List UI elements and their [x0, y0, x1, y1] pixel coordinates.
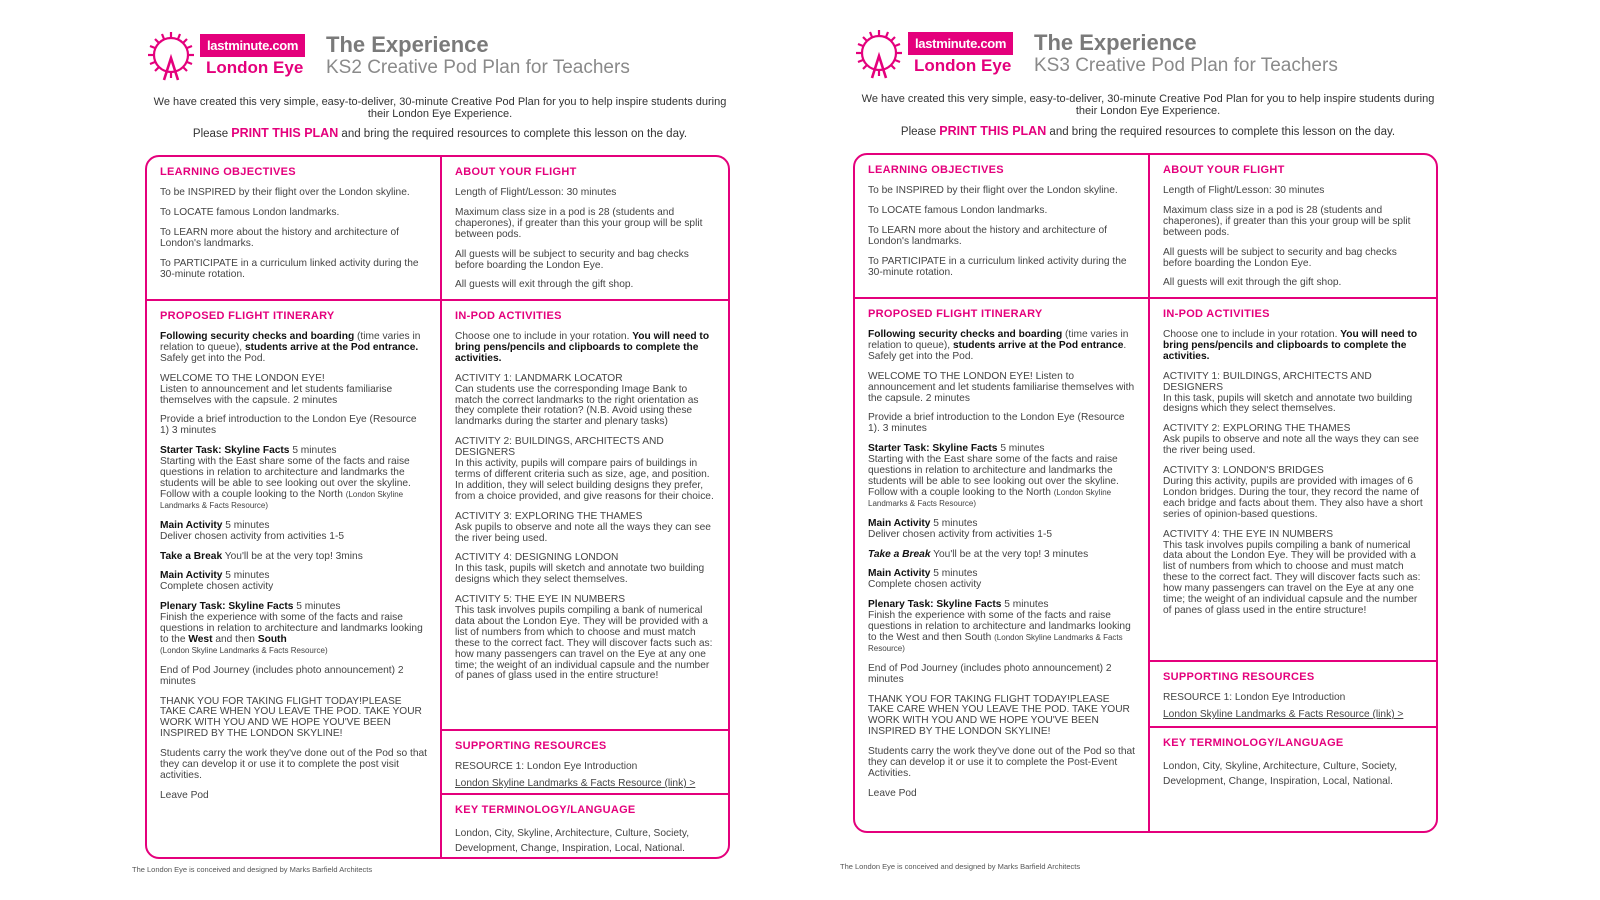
section-heading: SUPPORTING RESOURCES [455, 740, 607, 752]
break-text: You'll be at the very top! 3mins [222, 550, 363, 562]
print-notice [150, 126, 730, 140]
objective-item: To be INSPIRED by their flight over the London skyline. [160, 187, 410, 198]
flight-item: All guests will be subject to security and bag checks before boarding the London Eye. [455, 248, 689, 271]
footer-credit: The London Eye is conceived and designed by Marks Barfield Architects [840, 862, 1081, 871]
boarding-bold: Following security checks and boarding [160, 331, 355, 342]
section-heading: KEY TERMINOLOGY/LANGUAGE [455, 804, 636, 816]
itinerary-intro: Provide a brief introduction to the London Eye (Resource 1) 3 minutes [160, 414, 417, 437]
activity-title: ACTIVITY 4: DESIGNING LONDON [455, 552, 619, 564]
activity-body: Ask pupils to observe and note all the ways they can see the river being used. [1163, 434, 1419, 457]
activity-body: This task involves pupils compiling a bank of numerical data about the London Eye. They will be provided with a list of numbers from which to choose and must match these to the correct fact. They will discover facts such as: how many passengers can travel on the Eye at any one time; the weight of an individual capsule and the number of panes of glass used in the entire structure! [1163, 539, 1421, 616]
welcome-body: Listen to announcement and let students familiarise themselves with the capsule. 2 minutes [160, 383, 393, 406]
supporting-resources-section [1150, 660, 1436, 726]
plenary-body: Finish the experience with some of the facts and raise questions in relation to architecture and landmarks looking to the West and then South [868, 610, 1131, 643]
main2-time: 5 minutes [222, 570, 270, 582]
choose-bold: You will need to bring pens/pencils and clipboards to complete the activities. [455, 331, 710, 364]
ks3-plan-page [838, 0, 1458, 900]
supporting-resources-section [442, 729, 728, 793]
starter-resource: (London Skyline Landmarks & Facts Resource) [160, 489, 404, 510]
flight-item: Length of Flight/Lesson: 30 minutes [455, 187, 617, 198]
main2-title: Main Activity [160, 570, 223, 582]
activity-item [1163, 424, 1424, 457]
itinerary-leave: Leave Pod [868, 787, 917, 799]
activity-body: Can students use the corresponding Image Bank to match the correct landmarks to the right orientation as they complete their rotation? (N.B. Avoid using these landmarks during the starter and plenary tasks) [455, 383, 699, 428]
objective-item: To LEARN more about the history and architecture of London's landmarks. [160, 226, 399, 249]
plenary-time: 5 minutes [293, 601, 341, 613]
starter-time: 5 minutes [289, 445, 337, 457]
itinerary-main-2 [160, 571, 428, 593]
key-terminology-section [1150, 726, 1436, 831]
itinerary-welcome [160, 374, 428, 407]
objective-item: To be INSPIRED by their flight over the London skyline. [868, 185, 1118, 196]
intro-text: We have created this very simple, easy-to-deliver, 30-minute Creative Pod Plan for you to help inspire students during their London Eye Experience. [861, 93, 1435, 117]
break-title: Take a Break [868, 548, 931, 560]
flight-itinerary-section [147, 299, 440, 857]
section-heading: IN-POD ACTIVITIES [455, 310, 562, 322]
resource-link[interactable]: London Skyline Landmarks & Facts Resource (link) > [455, 777, 696, 789]
brand-name: London Eye [206, 58, 304, 77]
activity-item [455, 595, 716, 682]
plenary-west: West [188, 633, 213, 645]
activity-title: ACTIVITY 3: EXPLORING THE THAMES [455, 510, 643, 522]
flight-item: Maximum class size in a pod is 28 (students and chaperones), if greater than this your group will be split between pods. [1163, 204, 1411, 238]
resource-item: RESOURCE 1: London Eye Introduction [455, 761, 638, 772]
plenary-and: and then [212, 633, 258, 645]
activity-body: This task involves pupils compiling a bank of numerical data about the London Eye. They will be provided with a list of numbers from which to choose and must match these to the correct fact. They will discover facts such as: how many passengers can travel on the Eye at any one time; the weight of an individual capsule and the number of panes of glass used in the entire structure! [455, 605, 713, 682]
brand-name: London Eye [914, 56, 1012, 75]
break-title: Take a Break [160, 550, 223, 562]
plan-table [145, 155, 730, 859]
activity-title: ACTIVITY 4: THE EYE IN NUMBERS [1163, 528, 1334, 540]
choose-text: Choose one to include in your rotation. [455, 331, 633, 342]
activity-item [455, 374, 716, 429]
print-pre: Please [192, 128, 232, 140]
itinerary-break [160, 552, 428, 563]
activity-title: ACTIVITY 1: BUILDINGS, ARCHITECTS AND DESIGNERS [1163, 370, 1372, 393]
activities-intro [1163, 330, 1424, 363]
section-heading: LEARNING OBJECTIVES [868, 164, 1004, 176]
london-eye-logo[interactable] [850, 26, 1050, 84]
plan-table [853, 153, 1438, 833]
ferris-wheel-icon [850, 26, 908, 84]
activity-title: ACTIVITY 2: EXPLORING THE THAMES [1163, 423, 1351, 435]
print-highlight: PRINT THIS PLAN [939, 124, 1047, 138]
section-heading: ABOUT YOUR FLIGHT [1163, 164, 1285, 176]
resource-link[interactable]: London Skyline Landmarks & Facts Resource (link) > [1163, 708, 1404, 720]
activity-body: In this activity, pupils will compare pairs of buildings in terms of different criteria such as size, age, and position. In addition, they will select building designs they prefer, from a choice provided, and give reasons for their choice. [455, 458, 714, 502]
objective-item: To LOCATE famous London landmarks. [868, 204, 1048, 216]
main2-body: Complete chosen activity [868, 579, 982, 591]
boarding-text: (time varies in relation to queue), [868, 329, 1129, 351]
intro-text: We have created this very simple, easy-to-deliver, 30-minute Creative Pod Plan for you to help inspire students during their London Eye Experience. [153, 96, 727, 120]
page-title: The Experience [326, 32, 489, 57]
main1-time: 5 minutes [222, 519, 270, 531]
flight-item: All guests will exit through the gift shop. [455, 279, 634, 291]
right-column [442, 157, 728, 857]
activity-title: ACTIVITY 2: BUILDINGS, ARCHITECTS AND DESIGNERS [455, 436, 664, 459]
plenary-body: Finish the experience with some of the facts and raise questions in relation to architecture and landmarks looking to the [160, 612, 423, 645]
boarding-bold-2: students arrive at the Pod entrance. [244, 341, 419, 353]
section-heading: ABOUT YOUR FLIGHT [455, 166, 577, 178]
starter-title: Starter Task: Skyline Facts [868, 443, 998, 455]
about-flight-section [442, 157, 728, 299]
main1-title: Main Activity [160, 519, 223, 531]
main2-title: Main Activity [868, 568, 931, 580]
main1-body: Deliver chosen activity from activities 1-5 [160, 530, 345, 542]
objective-item: To LOCATE famous London landmarks. [160, 206, 340, 218]
itinerary-boarding [868, 330, 1136, 363]
activity-body: In this task, pupils will sketch and annotate two building designs which they select themselves. [455, 563, 705, 586]
brand-badge: lastminute.com [200, 34, 305, 57]
section-heading: PROPOSED FLIGHT ITINERARY [868, 308, 1043, 320]
welcome-body: Listen to announcement and let students familiarise themselves with the capsule. 2 minutes [868, 370, 1135, 404]
section-heading: SUPPORTING RESOURCES [1163, 671, 1315, 683]
activity-item [1163, 466, 1424, 521]
print-post: and bring the required resources to complete this lesson on the day. [1046, 126, 1396, 138]
activity-item [455, 512, 716, 545]
left-column [147, 157, 442, 857]
starter-title: Starter Task: Skyline Facts [160, 445, 290, 457]
itinerary-intro: Provide a brief introduction to the London Eye (Resource 1). 3 minutes [868, 412, 1125, 435]
objective-item: To LEARN more about the history and architecture of London's landmarks. [868, 224, 1107, 247]
main1-time: 5 minutes [930, 517, 978, 529]
terminology-list: London, City, Skyline, Architecture, Culture, Society, Development, Change, Inspiration, Local, National. [455, 828, 690, 854]
itinerary-break [868, 550, 1136, 561]
left-column [855, 155, 1150, 831]
boarding-bold-2: students arrive at the Pod entrance [952, 339, 1124, 351]
page-subtitle: KS3 Creative Pod Plan for Teachers [1034, 55, 1338, 76]
brand-badge: lastminute.com [908, 32, 1013, 55]
print-highlight: PRINT THIS PLAN [231, 126, 339, 140]
boarding-text-2: . Safely get into the Pod. [868, 339, 1127, 362]
activity-title: ACTIVITY 5: THE EYE IN NUMBERS [455, 594, 626, 606]
itinerary-carry: Students carry the work they've done out of the Pod so that they can develop it or use it to complete the post visit activities. [160, 748, 427, 781]
itinerary-plenary [160, 602, 428, 657]
main1-body: Deliver chosen activity from activities 1-5 [868, 528, 1053, 540]
itinerary-leave: Leave Pod [160, 789, 209, 801]
section-heading: KEY TERMINOLOGY/LANGUAGE [1163, 737, 1344, 749]
plenary-title: Plenary Task: Skyline Facts [868, 599, 1002, 611]
activity-body: During this activity, pupils are provided with images of 6 London bridges. During the tour, they record the name of each bridge and facts about them. They also have a short series of opinion-based questions. [1163, 475, 1423, 520]
in-pod-activities-section [442, 299, 728, 729]
starter-time: 5 minutes [997, 443, 1045, 455]
london-eye-logo[interactable] [142, 28, 342, 86]
itinerary-starter [160, 446, 428, 511]
flight-item: All guests will exit through the gift shop. [1163, 277, 1342, 289]
activity-title: ACTIVITY 3: LONDON'S BRIDGES [1163, 465, 1324, 477]
starter-body: Starting with the East share some of the facts and raise questions in relation to architecture and landmarks the students will be able to see looking out over the skyline. Follow with a couple looking to the North [160, 456, 411, 500]
itinerary-end: End of Pod Journey (includes photo announcement) 2 minutes [868, 662, 1112, 685]
flight-itinerary-section [855, 297, 1148, 831]
activity-body: Ask pupils to observe and note all the ways they can see the river being used. [455, 521, 711, 544]
activity-title: ACTIVITY 1: LANDMARK LOCATOR [455, 372, 623, 384]
starter-body: Starting with the East share some of the facts and raise questions in relation to architecture and landmarks the students will be able to see looking out over the skyline. Follow with a couple looking to the North [868, 454, 1119, 498]
itinerary-plenary [868, 600, 1136, 655]
section-heading: IN-POD ACTIVITIES [1163, 308, 1270, 320]
main2-body: Complete chosen activity [160, 581, 274, 593]
about-flight-section [1150, 155, 1436, 297]
itinerary-starter [868, 444, 1136, 509]
print-post: and bring the required resources to complete this lesson on the day. [338, 128, 688, 140]
itinerary-thanks: THANK YOU FOR TAKING FLIGHT TODAY!PLEASE TAKE CARE WHEN YOU LEAVE THE POD. TAKE YOUR WORK WITH YOU AND WE HOPE YOU'VE BEEN INSPIRED BY THE LONDON SKYLINE! [160, 695, 422, 740]
objective-item: To PARTICIPATE in a curriculum linked activity during the 30-minute rotation. [868, 255, 1127, 278]
boarding-text: (time varies in relation to queue), [160, 331, 421, 353]
print-notice [858, 124, 1438, 138]
boarding-bold: Following security checks and boarding [868, 329, 1063, 340]
itinerary-end: End of Pod Journey (includes photo announcement) 2 minutes [160, 664, 404, 687]
plenary-title: Plenary Task: Skyline Facts [160, 601, 294, 613]
main2-time: 5 minutes [930, 568, 978, 580]
plenary-resource: (London Skyline Landmarks & Facts Resource) [160, 645, 328, 655]
learning-objectives-section [855, 155, 1148, 297]
ferris-wheel-icon [142, 28, 200, 86]
flight-item: Maximum class size in a pod is 28 (students and chaperones), if greater than this your group will be split between pods. [455, 206, 703, 240]
choose-bold: You will need to bring pens/pencils and clipboards to complete the activities. [1163, 329, 1418, 362]
activity-item [1163, 372, 1424, 416]
objective-item: To PARTICIPATE in a curriculum linked activity during the 30-minute rotation. [160, 257, 419, 280]
plenary-south: South [257, 633, 287, 645]
itinerary-welcome [868, 372, 1136, 405]
flight-item: Length of Flight/Lesson: 30 minutes [1163, 185, 1325, 196]
terminology-list: London, City, Skyline, Architecture, Culture, Society, Development, Change, Inspiration, Local, National. [1163, 761, 1398, 787]
itinerary-main-2 [868, 569, 1136, 591]
ks2-plan-page [130, 0, 750, 900]
page-title: The Experience [1034, 30, 1197, 55]
welcome-title: WELCOME TO THE LONDON EYE! [160, 372, 325, 384]
starter-resource: (London Skyline Landmarks & Facts Resource) [868, 487, 1112, 508]
main1-title: Main Activity [868, 517, 931, 529]
plenary-time: 5 minutes [1001, 599, 1049, 611]
break-text: You'll be at the very top! 3 minutes [930, 548, 1089, 560]
itinerary-main-1 [868, 519, 1136, 541]
activity-item [455, 437, 716, 502]
right-column [1150, 155, 1436, 831]
activities-intro [455, 332, 716, 365]
welcome-title: WELCOME TO THE LONDON EYE! [868, 370, 1033, 382]
itinerary-carry: Students carry the work they've done out of the Pod so that they can develop it or use it to complete the Post-Event Activities. [868, 746, 1135, 779]
section-heading: PROPOSED FLIGHT ITINERARY [160, 310, 335, 322]
itinerary-thanks: THANK YOU FOR TAKING FLIGHT TODAY!PLEASE TAKE CARE WHEN YOU LEAVE THE POD. TAKE YOUR WORK WITH YOU AND WE HOPE YOU'VE BEEN INSPIRED BY THE LONDON SKYLINE! [868, 693, 1130, 738]
flight-item: All guests will be subject to security and bag checks before boarding the London Eye. [1163, 246, 1397, 269]
activity-item [1163, 530, 1424, 617]
key-terminology-section [442, 793, 728, 857]
plenary-resource: (London Skyline Landmarks & Facts Resource) [868, 632, 1123, 653]
in-pod-activities-section [1150, 297, 1436, 660]
page-subtitle: KS2 Creative Pod Plan for Teachers [326, 57, 630, 78]
choose-text: Choose one to include in your rotation. [1163, 329, 1341, 340]
activity-body: In this task, pupils will sketch and annotate two building designs which they select themselves. [1163, 392, 1413, 415]
resource-item: RESOURCE 1: London Eye Introduction [1163, 692, 1346, 703]
learning-objectives-section [147, 157, 440, 299]
itinerary-boarding [160, 332, 428, 365]
boarding-text-2: Safely get into the Pod. [160, 352, 266, 364]
print-pre: Please [900, 126, 940, 138]
activity-item [455, 553, 716, 586]
footer-credit: The London Eye is conceived and designed by Marks Barfield Architects [132, 865, 373, 874]
section-heading: LEARNING OBJECTIVES [160, 166, 296, 178]
itinerary-main-1 [160, 521, 428, 543]
